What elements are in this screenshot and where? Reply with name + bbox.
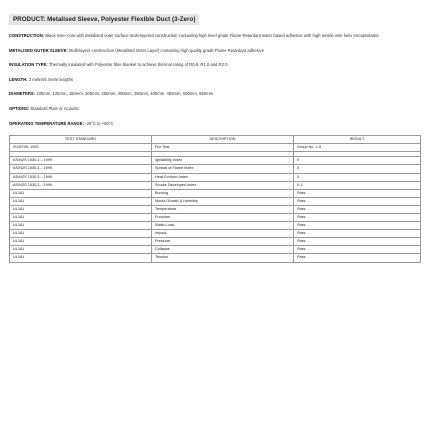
- cell-result: Pass: [294, 197, 421, 205]
- cell-result: Pass: [294, 205, 421, 213]
- spec-label: CONSTRUCTION:: [9, 33, 45, 38]
- spec-text: 100mm, 125mm, 150mm, 200mm, 250mm, 300mm, 350mm, 400mm, 450mm, 500mm, 550mm: [36, 91, 214, 97]
- cell-result: Pass: [294, 238, 421, 246]
- table-row: [10, 173, 421, 181]
- spec-label: INSULATION TYPE:: [9, 62, 48, 68]
- cell-test-standard: ISO5705: 1993: [10, 144, 152, 152]
- table-row: [10, 165, 421, 173]
- cell-test-standard: UL181: [10, 214, 152, 222]
- cell-result: Pass: [294, 222, 421, 230]
- cell-result: Pass: [294, 214, 421, 222]
- cell-description: Fire Test: [152, 144, 294, 152]
- cell-test-standard: UL181: [10, 222, 152, 230]
- spec-insulation: [9, 62, 425, 68]
- cell-result: 0: [294, 173, 421, 181]
- table-row: [10, 246, 421, 254]
- table-row: [10, 181, 421, 189]
- cell-test-standard: AS/NZS 1530.3 – 1999: [10, 173, 152, 181]
- cell-test-standard: AS/NZS 1530.3 – 1999: [10, 181, 152, 189]
- cell-test-standard: AS/NZS 1530.3 – 1999: [10, 157, 152, 165]
- cell-description: Burning: [152, 189, 294, 197]
- cell-test-standard: UL181: [10, 205, 152, 213]
- table-row: [10, 189, 421, 197]
- cell-result: Pass: [294, 246, 421, 254]
- table-row: [10, 144, 421, 152]
- cell-result: 0: [294, 165, 421, 173]
- table-header-row: [10, 136, 421, 144]
- spec-temperature: [9, 121, 425, 127]
- cell-test-standard: UL181: [10, 197, 152, 205]
- cell-description: Collapse: [152, 246, 294, 254]
- spec-text: 3 metre/6 metre lengths: [28, 76, 74, 82]
- cell-result: 0: [294, 157, 421, 165]
- spec-options: [9, 106, 425, 112]
- cell-result: Pass: [294, 254, 421, 262]
- spec-outer-sleeve: [9, 48, 425, 54]
- cell-test-standard: UL181: [10, 238, 152, 246]
- spec-text: Thermally insulated with Polyester fibre blanket to achieve thermal rating of R0.6, R1.0 and R2.0: [48, 62, 228, 68]
- cell-description: Ignitability Index: [152, 157, 294, 165]
- cell-test-standard: AS/NZS 1530.3 – 1999: [10, 165, 152, 173]
- cell-description: Mould Growth & Humidity: [152, 197, 294, 205]
- spec-text: Black inner core with Metalised outer surface multi-layered construction containing high level grade Flame Retardant water based adhesive with high tensile wire helix encapsulated.: [45, 33, 380, 38]
- header-test-standard: TEST STANDARD: [10, 136, 152, 144]
- table-row: [10, 197, 421, 205]
- cell-description: Smoke Developed Index: [152, 181, 294, 189]
- cell-description: Static Load: [152, 222, 294, 230]
- spec-label: OPTIONS:: [9, 105, 30, 111]
- test-results-table: [9, 135, 421, 262]
- cell-description: Tension: [152, 254, 294, 262]
- header-result: RESULT: [294, 136, 421, 144]
- table-row: [10, 205, 421, 213]
- cell-description: Pressure: [152, 238, 294, 246]
- cell-result: Group No. 1-5: [294, 144, 421, 152]
- table-row: [10, 157, 421, 165]
- spec-label: LENGTH:: [9, 76, 28, 82]
- spec-text: -20°C to +80°C: [85, 120, 114, 126]
- cell-result: 0-1: [294, 181, 421, 189]
- cell-description: Impact: [152, 230, 294, 238]
- cell-description: Puncture: [152, 214, 294, 222]
- header-description: DESCRIPTION: [152, 136, 294, 144]
- table-row: [10, 238, 421, 246]
- spec-length: [9, 77, 425, 83]
- cell-test-standard: UL181: [10, 189, 152, 197]
- spec-diameters: [9, 91, 425, 97]
- cell-result: Pass: [294, 230, 421, 238]
- table-row: [10, 214, 421, 222]
- spec-label: METALISED OUTER SLEEVE:: [9, 47, 68, 53]
- table-row: [10, 254, 421, 262]
- cell-description: Temperature: [152, 205, 294, 213]
- spec-text: Multi-layers construction (Metalised Outer Layer) containing high quality grade Flame Retardant adhesive: [68, 47, 265, 53]
- table-row: [10, 222, 421, 230]
- cell-test-standard: UL181: [10, 254, 152, 262]
- spec-label: OPERATING TEMPERATURE RANGE:: [9, 120, 84, 126]
- spec-label: DIAMETERS:: [9, 91, 36, 97]
- spec-construction: [9, 33, 425, 39]
- product-title: PRODUCT: Metalised Sleeve, Polyester Flexible Duct (3-Zero): [9, 14, 199, 25]
- cell-description: Heat Evolved Index: [152, 173, 294, 181]
- table-row: [10, 230, 421, 238]
- spec-text: Standard Plain or Acoustic: [30, 105, 80, 111]
- cell-result: Pass: [294, 189, 421, 197]
- cell-test-standard: UL181: [10, 246, 152, 254]
- cell-description: Spread of Flame Index: [152, 165, 294, 173]
- cell-test-standard: UL181: [10, 230, 152, 238]
